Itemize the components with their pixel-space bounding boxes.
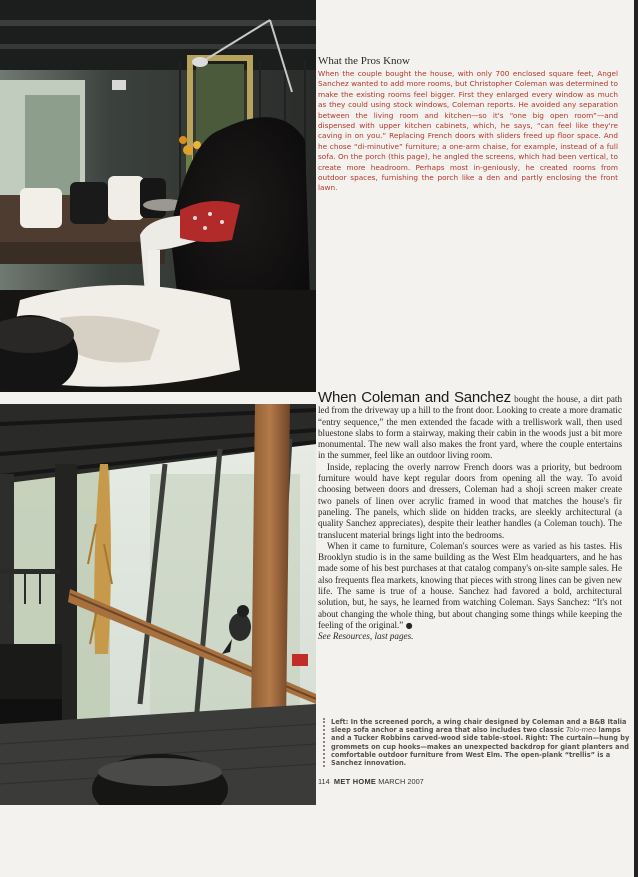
article-paragraph-3-text: When it came to furniture, Coleman's sources were as varied as his tastes. His Brooklyn studio is in the same building as the West Elm headquarters, and he has made some of his best purchases at that catalog company's on-site sample sales. He also frequents flea markets, knowing that pieces with strong lines can be given new life. The same is true of a house. Sanchez had favored a bold, architectural solution, but, he says, he learned from watching Coleman. Says Sanchez: “It's not about changing the whole thing, but about changing some things while keeping the feeling of the original.” (318, 540, 622, 630)
article-paragraph-1-text: bought the house, a dirt path led from the driveway up a hill to the front door. Looking to create a more dramatic “entry sequence,” the men extended the facade with a trelliswork wall, then used bluestone slabs to form a stairway, making their cabin in the woods just a bit more monumental. The new wall also makes the front yard, where the couple entertains in the summer, feel like an outdoor living room. (318, 394, 622, 461)
page-edge-divider (634, 0, 638, 877)
photo-porch-wing-chair (0, 0, 316, 392)
sidebar-pros-know (318, 55, 618, 194)
caption-text-2: lamps and a Tucker Robbins carved-wood side table-stool. Right: The curtain—hung by grommets on cup hooks—makes an unexpected backdrop for giant planters and comfortable outdoor furniture from West Elm. The open-plank “trellis” is a Sanchez innovation. (331, 726, 630, 768)
sidebar-body: When the couple bought the house, with only 700 enclosed square feet, Angel Sanchez wanted to add more rooms, but Christopher Coleman was determined to make the existing rooms feel bigger. First they enlarged every window as much as they could using stock windows, Coleman reports. He avoided any separation between the living room and kitchen—so it's “one big open room”—and dispensed with upper kitchen cabinets, which, he says, “can feel like they're caving in on you.” Replacing French doors with sliders freed up floor space. And he chose “di-minutive” furniture; a one-arm chaise, for example, instead of a full sofa. On the porch (this page), he angled the screens, which had been vertical, to create more headroom. Perhaps most in-geniously, he created rooms from outdoor spaces, furnishing the porch like a den and partly enclosing the front lawn. (318, 69, 618, 193)
sidebar-heading: What the Pros Know (318, 55, 410, 67)
magazine-name: MET HOME (333, 777, 377, 786)
issue-date: MARCH 2007 (378, 777, 424, 786)
article-body (318, 389, 622, 643)
porch-wing-chair-image (0, 0, 316, 392)
article-paragraph-2: Inside, replacing the overly narrow French doors was a priority, but bedroom furniture would have kept regular doors from opening all the way. To avoid choosing between doors and dressers, Coleman had a shoji screen maker create two panels of linen over acrylic framed in wood that matches the house's fir paneling. The panels, which slide on hidden tracks, are sleekly architectural (a quality Sanchez appreciates), despite their leather handles (a Coleman touch). The translucent material brings light into the bedrooms. (318, 461, 622, 540)
article-paragraph-3 (318, 541, 622, 643)
caption-italic-term: Tolo-meo (566, 726, 597, 735)
photo-screened-porch (0, 404, 316, 805)
screened-porch-image (0, 404, 316, 805)
caption-text-1: Left: In the screened porch, a wing chair designed by Coleman and a B&B Italia sleep sofa anchor a seating area that also includes two classic (331, 718, 627, 735)
page-number: 114 (318, 777, 330, 786)
see-resources-note: See Resources, last pages. (318, 631, 414, 642)
photo-caption (323, 718, 630, 767)
page-folio (318, 777, 424, 786)
article-paragraph-1 (318, 389, 622, 462)
end-mark-icon: ● (405, 620, 413, 630)
article-lead-in: When Coleman and Sanchez (318, 389, 511, 406)
